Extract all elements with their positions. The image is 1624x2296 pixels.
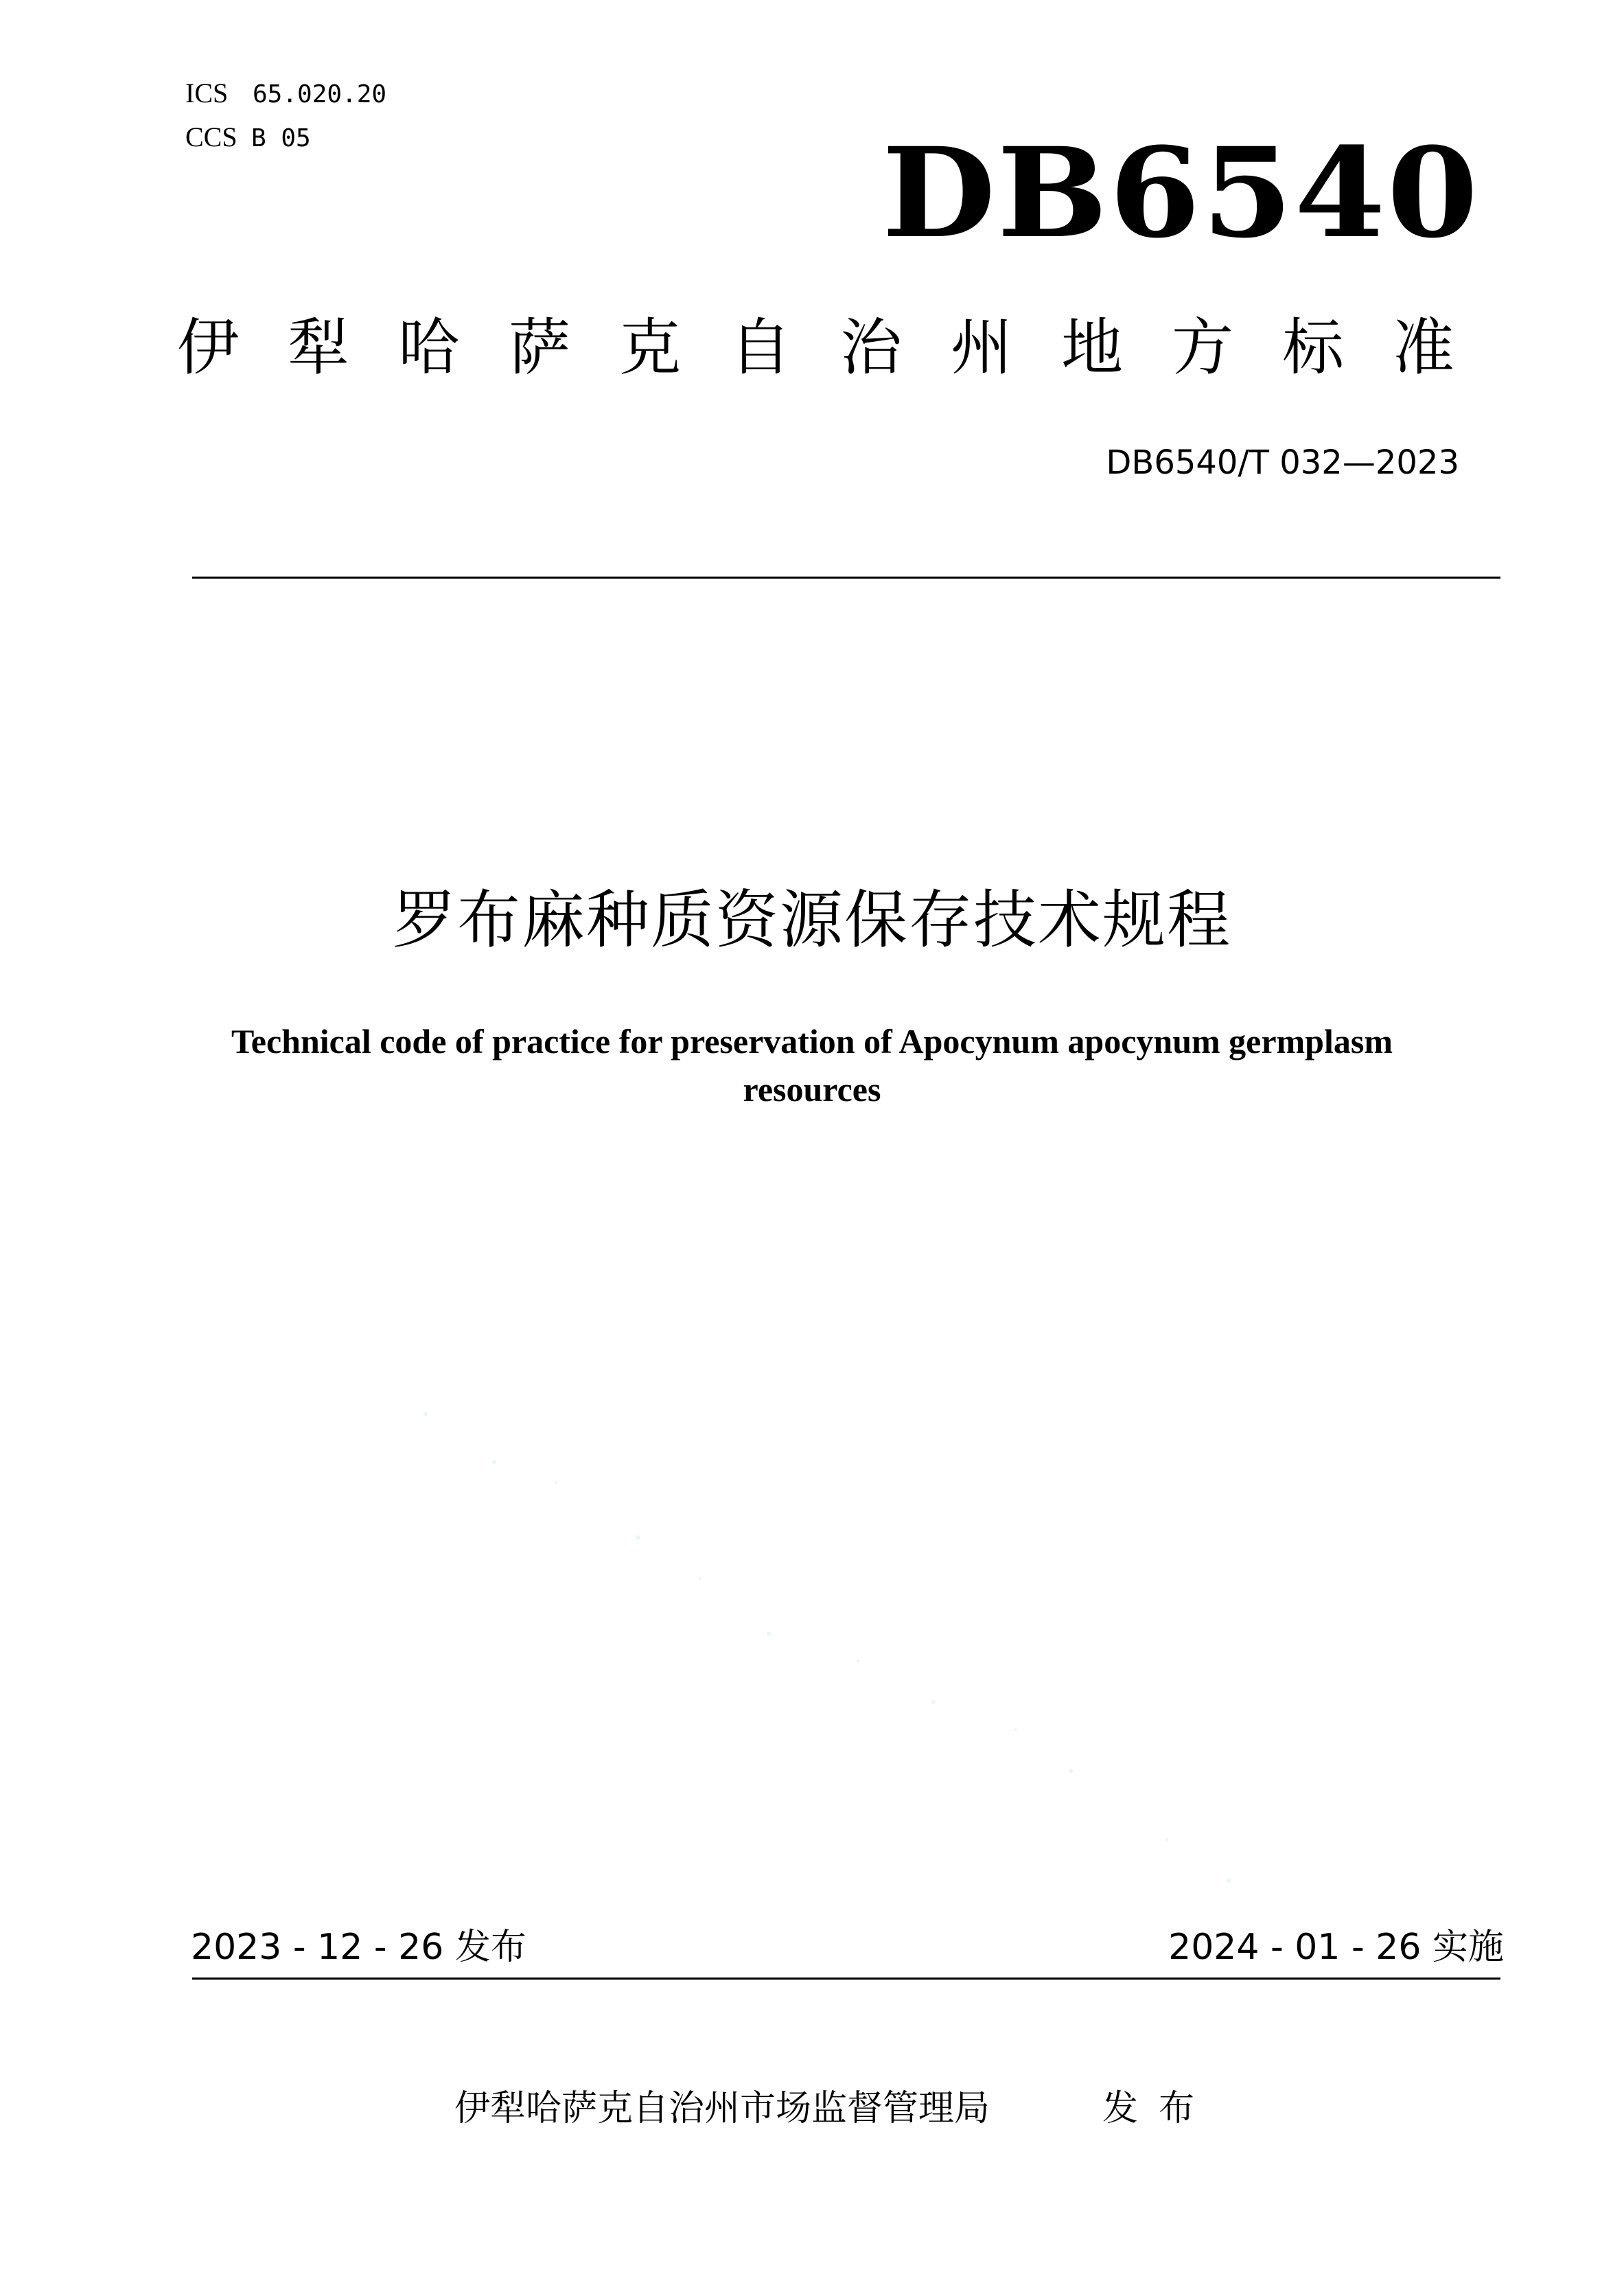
ccs-label: CCS <box>185 121 237 152</box>
standard-type-heading: 伊犁哈萨克自治州地方标准 <box>177 312 1503 384</box>
top-divider <box>192 577 1500 579</box>
issuing-authority: 伊犁哈萨克自治州市场监督管理局 <box>454 2088 990 2129</box>
title-english <box>0 1017 1624 1113</box>
ccs-code: B 05 <box>251 124 311 152</box>
title-english-line-2: resources <box>743 1070 881 1109</box>
faint-watermark <box>412 1373 1304 1922</box>
ics-label: ICS <box>185 78 229 108</box>
ics-code: 65.020.20 <box>253 80 387 108</box>
publish-date: 2023 - 12 - 26 发布 <box>191 1927 526 1968</box>
implementation-date: 2024 - 01 - 26 实施 <box>1168 1927 1504 1968</box>
standard-number: DB6540/T 032—2023 <box>1106 443 1459 482</box>
title-english-line-1: Technical code of practice for preservation of Apocynum apocynum germplasm <box>231 1022 1393 1060</box>
issue-action: 发布 <box>1102 2088 1216 2129</box>
bottom-divider <box>192 1978 1500 1980</box>
standard-logo: DB6540 <box>882 121 1480 266</box>
title-chinese: 罗布麻种质资源保存技术规程 <box>392 883 1231 957</box>
